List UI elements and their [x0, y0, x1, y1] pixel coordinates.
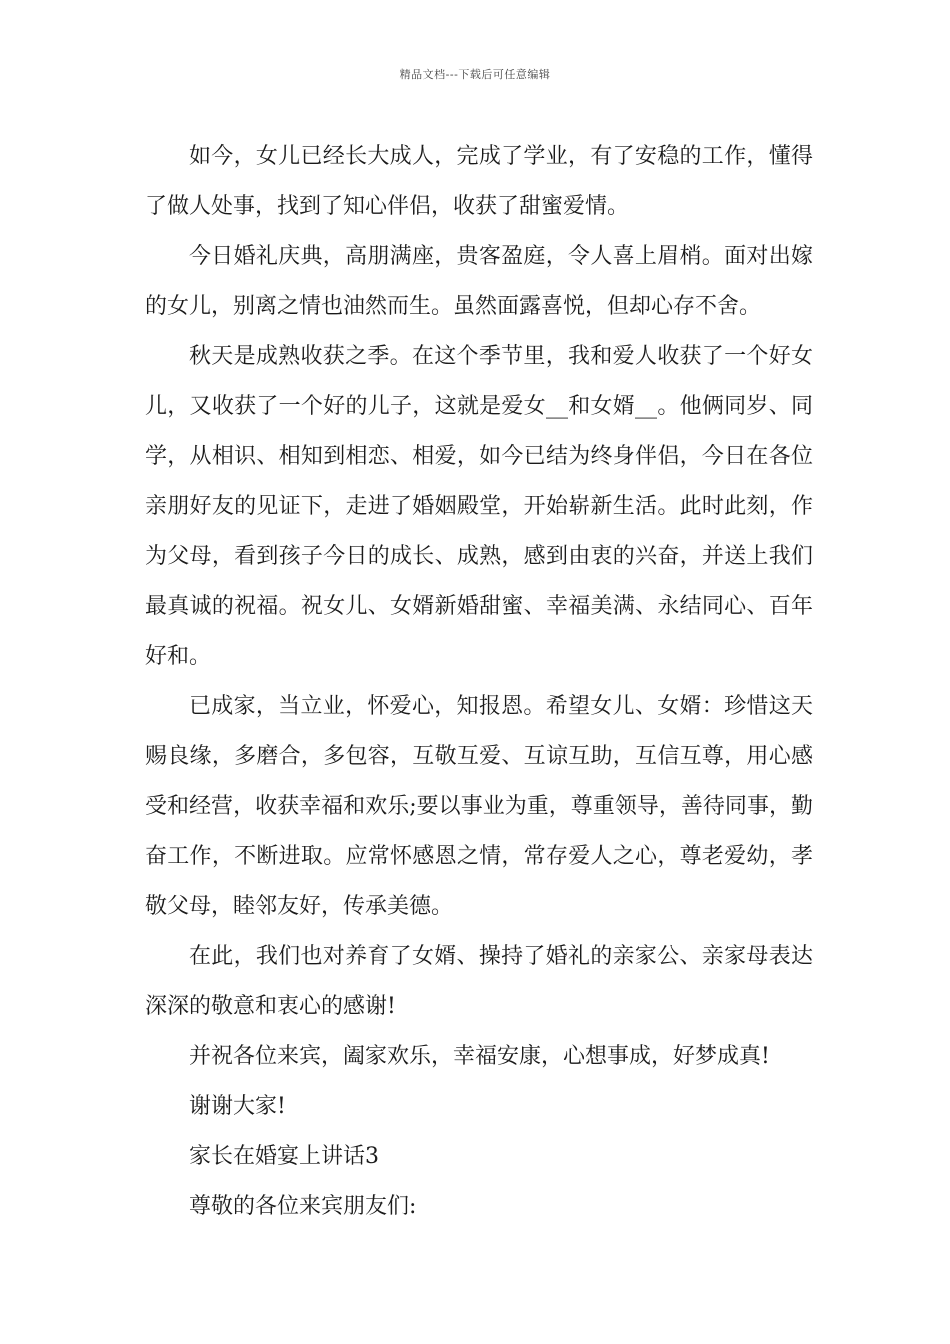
- paragraph-salutation: 尊敬的各位来宾朋友们:: [189, 1194, 417, 1219]
- document-body: [145, 132, 813, 1232]
- paragraph-autumn-harvest: 秋天是成熟收获之季。在这个季节里，我和爱人收获了一个好女儿，又收获了一个好的儿子，这就是爱女__和女婿__。他俩同岁、同学，从相识、相知到相恋、相爱，如今已结为终身伴侣，今日在各位亲朋好友的见证下，走进了婚姻殿堂，开始崭新生活。此时此刻，作为父母，看到孩子今日的成长、成熟，感到由衷的兴奋，并送上我们最真诚的祝福。祝女儿、女婿新婚甜蜜、幸福美满、永结同心、百年好和。: [145, 344, 813, 669]
- paragraph-blessing-guests: 并祝各位来宾，阖家欢乐，幸福安康，心想事成，好梦成真!: [189, 1044, 770, 1069]
- page-header: 精品文档---下载后可任意编辑: [399, 68, 551, 81]
- paragraph-hopes: 已成家，当立业，怀爱心，知报恩。希望女儿、女婿：珍惜这天赐良缘，多磨合，多包容，互敬互爱、互谅互助，互信互尊，用心感受和经营，收获幸福和欢乐;要以事业为重，尊重领导，善待同事，勤奋工作，不断进取。应常怀感恩之情，常存爱人之心，尊老爱幼，孝敬父母，睦邻友好，传承美德。: [145, 694, 813, 919]
- paragraph-daughter-grown: 如今，女儿已经长大成人，完成了学业，有了安稳的工作，懂得了做人处事，找到了知心伴侣，收获了甜蜜爱情。: [145, 144, 813, 219]
- paragraph-thank-you: 谢谢大家!: [189, 1094, 286, 1119]
- section-title: 家长在婚宴上讲话3: [189, 1144, 379, 1169]
- paragraph-thanks-in-laws: 在此，我们也对养育了女婿、操持了婚礼的亲家公、亲家母表达深深的敬意和衷心的感谢!: [145, 944, 813, 1019]
- paragraph-wedding-ceremony: 今日婚礼庆典，高朋满座，贵客盈庭，令人喜上眉梢。面对出嫁的女儿，别离之情也油然而生。虽然面露喜悦，但却心存不舍。: [145, 244, 813, 319]
